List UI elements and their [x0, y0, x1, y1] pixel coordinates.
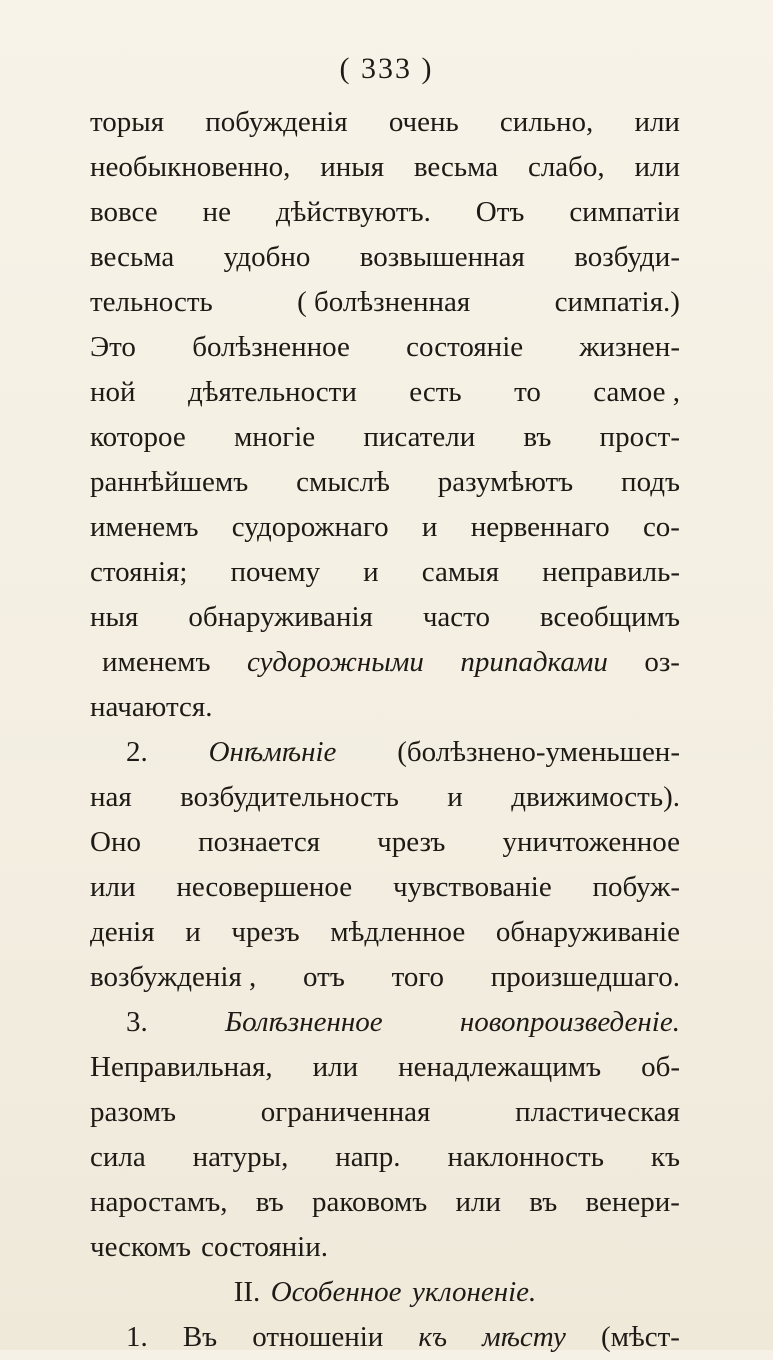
- word: обнаруживанія: [188, 601, 373, 633]
- word: Оно: [90, 826, 141, 858]
- word: уклоненіе.: [411, 1276, 537, 1308]
- word: дѣйствуютъ.: [275, 196, 431, 228]
- text-line: [90, 235, 680, 280]
- text-line: [90, 325, 680, 370]
- word: прост-: [599, 421, 680, 453]
- text-line: [90, 1225, 680, 1270]
- word: денія: [90, 916, 155, 948]
- word: оз-: [644, 646, 680, 678]
- word: смыслѣ: [296, 466, 390, 498]
- word: натуры,: [192, 1141, 289, 1173]
- word: побуж-: [592, 871, 680, 903]
- word: самое ,: [593, 376, 680, 408]
- text-line: [90, 415, 680, 460]
- word: наростамъ,: [90, 1186, 228, 1218]
- word: торыя: [90, 106, 165, 138]
- word: удобно: [223, 241, 311, 273]
- word: напр.: [335, 1141, 401, 1173]
- text-line: [90, 460, 680, 505]
- word: разомъ: [90, 1096, 176, 1128]
- word: чувствованіе: [392, 871, 552, 903]
- word: ( болѣзненная: [297, 286, 471, 318]
- text-line: [90, 1270, 680, 1315]
- word: мѣсту: [482, 1321, 566, 1353]
- word: дѣятельности: [187, 376, 357, 408]
- word: раннѣйшемъ: [90, 466, 249, 498]
- word: Въ: [182, 1321, 218, 1353]
- text-line: [90, 640, 680, 685]
- word: Неправильная,: [90, 1051, 273, 1083]
- text-line: [90, 1000, 680, 1045]
- word: припадками: [460, 646, 608, 678]
- word: писатели: [363, 421, 476, 453]
- word: состояніи.: [201, 1231, 328, 1263]
- word: возбуди-: [574, 241, 680, 273]
- word: къ: [650, 1141, 680, 1173]
- word: Это: [90, 331, 136, 363]
- word: Болѣзненное: [225, 1006, 383, 1038]
- word: или: [90, 871, 136, 903]
- word: возвышенная: [359, 241, 525, 273]
- word: или: [455, 1186, 501, 1218]
- text-line: [90, 1180, 680, 1225]
- word: состояніе: [406, 331, 524, 363]
- word: то: [514, 376, 541, 408]
- text-line: [90, 775, 680, 820]
- word: 1.: [126, 1321, 148, 1353]
- word: очень: [388, 106, 459, 138]
- word: ной: [90, 376, 136, 408]
- word: Особенное: [270, 1276, 402, 1308]
- text-line: [90, 955, 680, 1000]
- word: именемъ: [102, 646, 211, 678]
- word: вовсе: [90, 196, 158, 228]
- text-line: [90, 730, 680, 775]
- word: не: [202, 196, 231, 228]
- text-line: [90, 910, 680, 955]
- word: (болѣзнено-уменьшен-: [397, 736, 680, 768]
- word: почему: [230, 556, 321, 588]
- word: уничтоженное: [502, 826, 680, 858]
- word: возбужденія ,: [90, 961, 257, 993]
- word: сильно,: [499, 106, 594, 138]
- text-line: [90, 145, 680, 190]
- page-number: ( 333 ): [339, 52, 434, 85]
- word: въ: [529, 1186, 558, 1218]
- text-line: [90, 190, 680, 235]
- word: ная: [90, 781, 132, 813]
- word: ограниченная: [260, 1096, 431, 1128]
- word: въ: [523, 421, 552, 453]
- word: ческомъ: [90, 1231, 191, 1263]
- body-text: [90, 100, 680, 1360]
- word: и: [421, 511, 438, 543]
- text-line: [90, 370, 680, 415]
- text-line: [90, 595, 680, 640]
- word: или: [634, 106, 680, 138]
- word: разумѣютъ: [437, 466, 574, 498]
- word: всеобщимъ: [539, 601, 680, 633]
- text-line: [90, 1090, 680, 1135]
- word: венери-: [585, 1186, 680, 1218]
- word: необыкновенно,: [90, 151, 291, 183]
- text-line: [90, 550, 680, 595]
- text-line: [90, 1045, 680, 1090]
- word: и: [185, 916, 201, 948]
- word: 3.: [126, 1006, 148, 1038]
- text-line: [90, 280, 680, 325]
- word: именемъ: [90, 511, 199, 543]
- word: есть: [409, 376, 462, 408]
- word: симпатія.): [554, 286, 680, 318]
- word: неправиль-: [542, 556, 680, 588]
- word: стоянія;: [90, 556, 188, 588]
- word: судорожнаго: [231, 511, 389, 543]
- text-line: [90, 685, 680, 730]
- word: об-: [641, 1051, 680, 1083]
- word: къ: [418, 1321, 448, 1353]
- word: начаются.: [90, 691, 213, 723]
- word: многіе: [233, 421, 316, 453]
- word: весьма: [90, 241, 175, 273]
- text-line: [90, 1135, 680, 1180]
- word: часто: [422, 601, 490, 633]
- word: отъ: [303, 961, 345, 993]
- word: пластическая: [515, 1096, 680, 1128]
- word: самыя: [421, 556, 500, 588]
- word: 2.: [126, 736, 148, 768]
- word: несовершеное: [176, 871, 353, 903]
- word: ненадлежащимъ: [398, 1051, 602, 1083]
- word: тельность: [90, 286, 213, 318]
- word: иныя: [320, 151, 385, 183]
- word: или: [312, 1051, 359, 1083]
- word: движимость).: [511, 781, 680, 813]
- word: Отъ: [475, 196, 525, 228]
- word: подъ: [621, 466, 680, 498]
- word: произшедшаго.: [490, 961, 680, 993]
- word: II.: [233, 1276, 261, 1308]
- word: судорожными: [246, 646, 424, 678]
- word: чрезъ: [377, 826, 446, 858]
- word: слабо,: [527, 151, 605, 183]
- word: и: [363, 556, 379, 588]
- word: симпатіи: [569, 196, 680, 228]
- word: нервеннаго: [470, 511, 610, 543]
- word: весьма: [413, 151, 499, 183]
- word: мѣдленное: [330, 916, 466, 948]
- word: побужденія: [205, 106, 348, 138]
- word: обнаруживаніе: [495, 916, 680, 948]
- word: жизнен-: [579, 331, 680, 363]
- word: (мѣст-: [600, 1321, 680, 1353]
- word: со-: [642, 511, 680, 543]
- word: которое: [90, 421, 186, 453]
- word: и: [447, 781, 463, 813]
- word: болѣзненное: [192, 331, 350, 363]
- word: новопроизведеніе.: [459, 1006, 680, 1038]
- word: того: [391, 961, 445, 993]
- word: сила: [90, 1141, 146, 1173]
- word: познается: [198, 826, 321, 858]
- text-line: [90, 505, 680, 550]
- word: или: [634, 151, 680, 183]
- text-line: [90, 100, 680, 145]
- word: отношеніи: [252, 1321, 384, 1353]
- word: въ: [255, 1186, 284, 1218]
- word: раковомъ: [311, 1186, 428, 1218]
- word: чрезъ: [231, 916, 300, 948]
- text-line: [90, 1315, 680, 1360]
- text-line: [90, 865, 680, 910]
- word: наклонность: [447, 1141, 604, 1173]
- word: Онѣмѣніе: [208, 736, 337, 768]
- word: ныя: [90, 601, 139, 633]
- text-line: [90, 820, 680, 865]
- word: возбудительность: [180, 781, 399, 813]
